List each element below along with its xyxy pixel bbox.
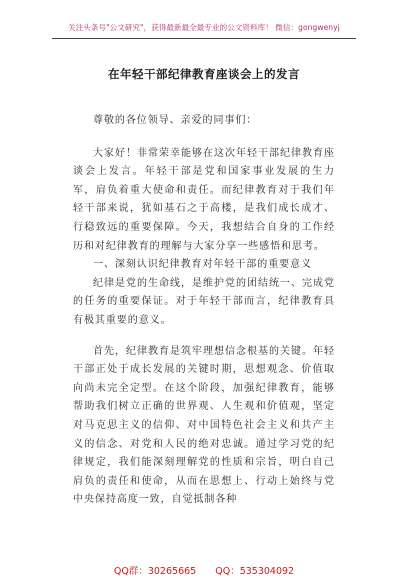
page-footer	[0, 563, 408, 577]
section-heading: 一、深刻认识纪律教育对年轻干部的重要意义	[93, 259, 312, 271]
header-divider	[52, 38, 356, 39]
page-header	[0, 0, 408, 40]
paragraph-first-point: 首先，纪律教育是筑牢理想信念根基的关键。年轻干部正处于成长发展的关键时期，思想观念、价值取向尚未完全定型。在这个阶段，加强纪律教育，能够帮助我们树立正确的世界观、人生观和价值观，坚定对马克思主义的信仰、对中国特色社会主义和共产主义的信念、对党和人民的绝对忠诚。通过学习党的纪律规定，我们能深刻理解党的性质和宗旨，明白自己肩负的责任和使命，从而在思想上、行动上始终与党中央保持高度一致，自觉抵制各种	[73, 345, 335, 506]
document-title: 在年轻干部纪律教育座谈会上的发言	[108, 67, 300, 81]
header-promo-text: 关注头条号"公文研究"，获得最新最全最专业的公文资料库！ 微信：gongwenyj	[68, 23, 340, 32]
document-body	[73, 112, 335, 510]
footer-qq: QQ：535304092	[215, 566, 295, 577]
footer-qq-group: QQ群：30265665	[113, 566, 197, 577]
paragraph-discipline: 纪律是党的生命线，是维护党的团结统一、完成党的任务的重要保证。对于年轻干部而言，纪律教育具有极其重要的意义。	[73, 277, 335, 326]
salutation: 尊敬的各位领导、亲爱的同事们：	[93, 115, 258, 126]
paragraph-intro: 大家好！非常荣幸能够在这次年轻干部纪律教育座谈会上发言。年轻干部是党和国家事业发展的生力军，肩负着重大使命和责任。而纪律教育对于我们年轻干部来说，犹如基石之于高楼，是我们成长成才、行稳致远的重要保障。今天，我想结合自身的工作经历和对纪律教育的理解与大家分享一些感悟和思考。	[73, 147, 335, 252]
